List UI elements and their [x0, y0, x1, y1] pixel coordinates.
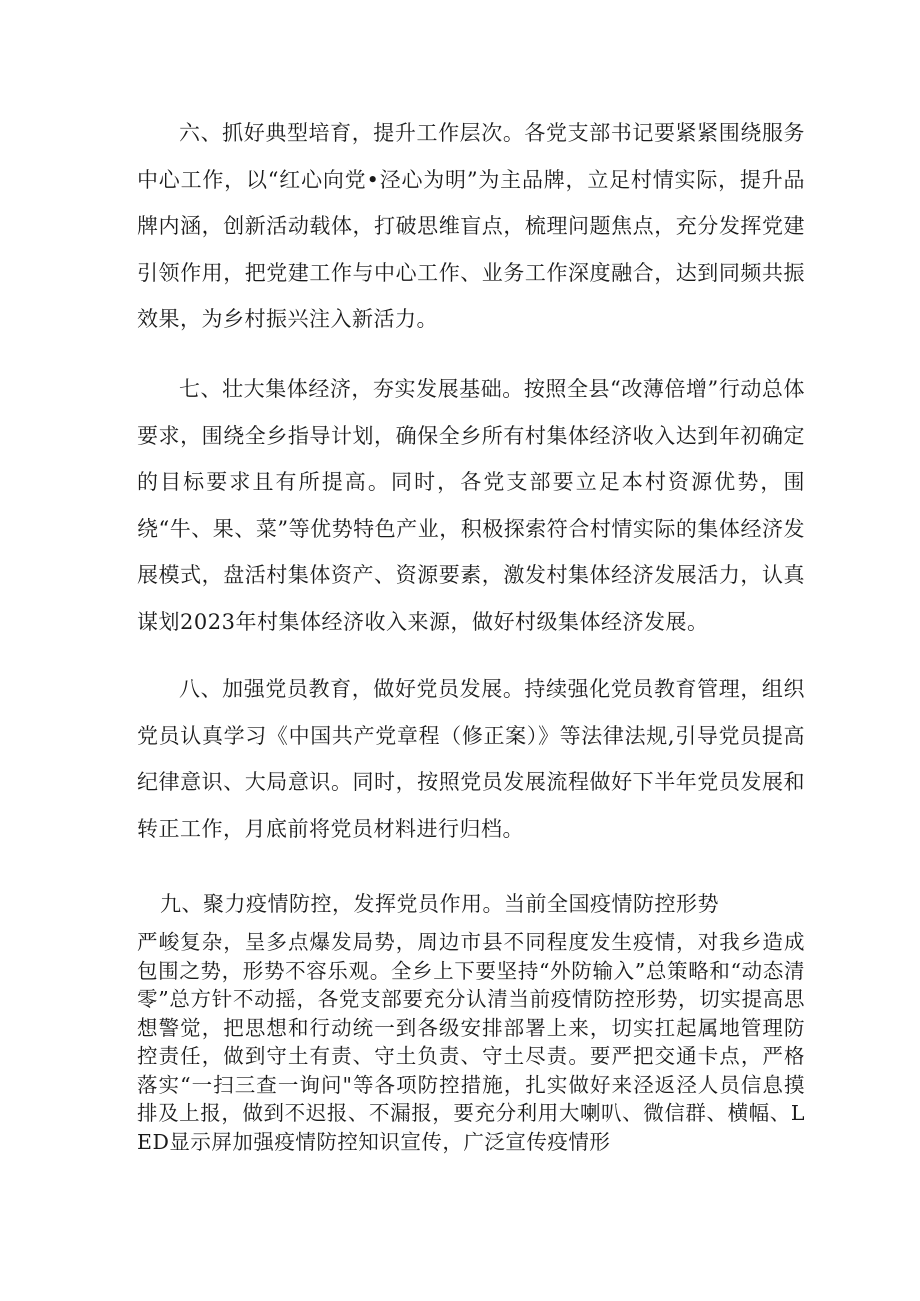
paragraph-eight: 八、加强党员教育，做好党员发展。持续强化党员教育管理，组织党员认真学习《中国共产党章程（修正案）》等法律法规,引导党员提高纪律意识、大局意识。同时，按照党员发展流程做好下半年党员发展和转正工作，月底前将党员材料进行归档。: [137, 677, 805, 841]
paragraph-nine-body: 严峻复杂，呈多点爆发局势，周边市县不同程度发生疫情，对我乡造成包围之势，形势不容乐观。全乡上下要坚持“外防输入”总策略和“动态清零”总方针不动摇，各党支部要充分认清当前疫情防控形势，切实提高思想警觉，把思想和行动统一到各级安排部署上来，切实扛起属地管理防控责任，做到守土有责、守土负责、守土尽责。要严把交通卡点，严格落实“一扫三查一询问"等各项防控措施，扎实做好来泾返泾人员信息摸排及上报，做到不迟报、不漏报，要充分利用大喇叭、微信群、横幅、LED显示屏加强疫情防控知识宣传，广泛宣传疫情形: [137, 930, 805, 1154]
paragraph-nine-heading: 九、聚力疫情防控，发挥党员作用。当前全国疫情防控形势: [160, 892, 719, 916]
paragraph-six: 六、抓好典型培育，提升工作层次。各党支部书记要紧紧围绕服务中心工作，以“红心向党•泾心为明”为主品牌，立足村情实际，提升品牌内涵，创新活动载体，打破思维盲点，梳理问题焦点，充分发挥党建引领作用，把党建工作与中心工作、业务工作深度融合，达到同频共振效果，为乡村振兴注入新活力。: [137, 121, 805, 331]
paragraph-seven: 七、壮大集体经济，夯实发展基础。按照全县“改薄倍增”行动总体要求，围绕全乡指导计划，确保全乡所有村集体经济收入达到年初确定的目标要求且有所提高。同时，各党支部要立足本村资源优势，围绕“牛、果、菜”等优势特色产业，积极探索符合村情实际的集体经济发展模式，盘活村集体资产、资源要素，激发村集体经济发展活力，认真谋划2023年村集体经济收入来源，做好村级集体经济发展。: [137, 377, 805, 634]
